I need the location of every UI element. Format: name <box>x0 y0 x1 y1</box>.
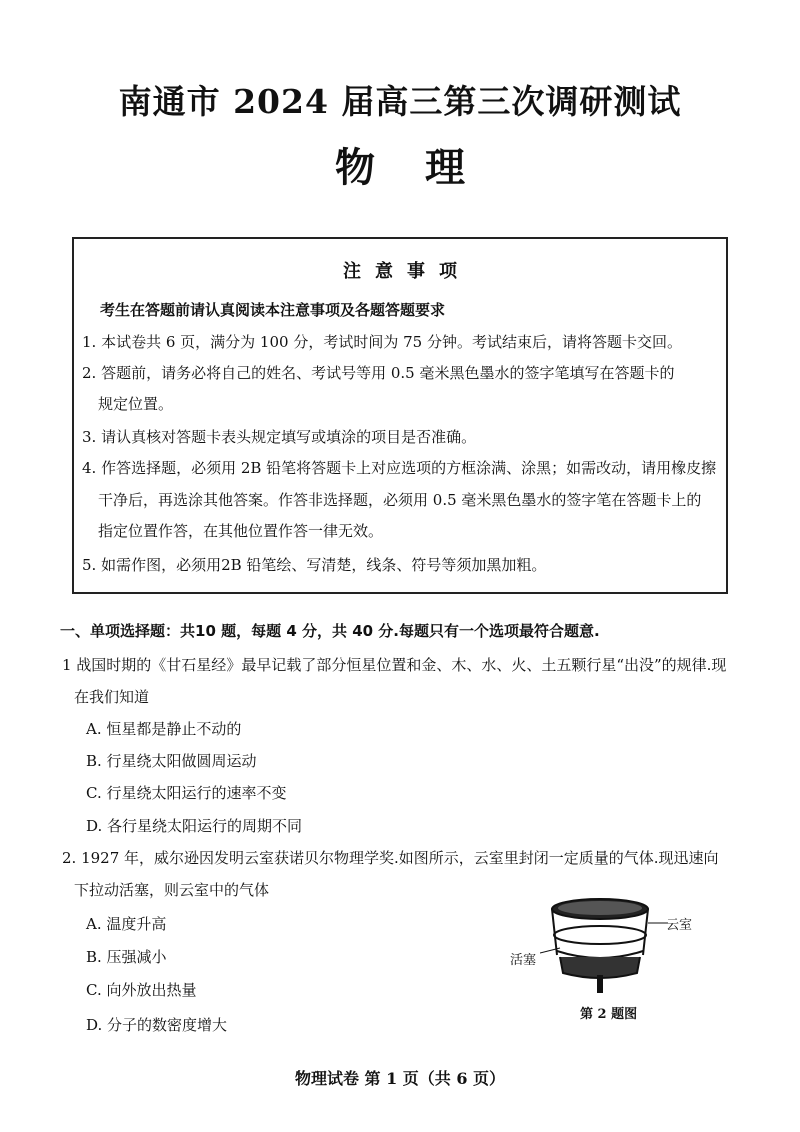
question-2-option-b: B. 压强减小 <box>86 948 167 966</box>
notice-box <box>72 237 728 594</box>
notice-line: 3. 请认真核对答题卡表头规定填写或填涂的项目是否准确。 <box>82 428 477 446</box>
question-2-option-c: C. 向外放出热量 <box>86 981 197 999</box>
notice-line: 2. 答题前，请务必将自己的姓名、考试号等用 0.5 毫米黑色墨水的签字笔填写在答题卡的 <box>82 364 675 382</box>
notice-line: 干净后，再选涂其他答案。作答非选择题，必须用 0.5 毫米黑色墨水的签字笔在答题卡上的 <box>98 491 702 509</box>
question-1-option-c: C. 行星绕太阳运行的速率不变 <box>86 784 287 802</box>
cloud-chamber-figure <box>540 893 670 993</box>
subject-title: 物理 <box>335 144 515 191</box>
figure-label-chamber: 云室 <box>666 918 693 933</box>
question-1-option-b: B. 行星绕太阳做圆周运动 <box>86 752 257 770</box>
question-1-stem: 1 战国时期的《甘石星经》最早记载了部分恒星位置和金、木、水、火、土五颗行星“出没”的规律.现 <box>62 656 727 674</box>
question-2-option-d: D. 分子的数密度增大 <box>86 1016 228 1034</box>
question-1-option-a: A. 恒星都是静止不动的 <box>86 720 242 738</box>
notice-line: 1. 本试卷共 6 页，满分为 100 分，考试时间为 75 分钟。考试结束后，请将答题卡交回。 <box>82 333 682 351</box>
figure-label-piston: 活塞 <box>510 953 537 968</box>
notice-title: 注意事项 <box>343 261 471 282</box>
question-1-stem-cont: 在我们知道 <box>74 688 150 706</box>
section-heading: 一、单项选择题：共10 题，每题 4 分，共 40 分.每题只有一个选项最符合题意. <box>60 622 600 640</box>
page-footer: 物理试卷 第 1 页（共 6 页） <box>294 1069 506 1088</box>
question-2-option-a: A. 温度升高 <box>86 915 167 933</box>
notice-lead: 考生在答题前请认真阅读本注意事项及各题答题要求 <box>100 301 446 319</box>
notice-line: 规定位置。 <box>98 395 174 413</box>
question-2-stem: 2. 1927 年，威尔逊因发明云室获诺贝尔物理学奖.如图所示，云室里封闭一定质量的气体.现迅速向 <box>62 849 719 867</box>
notice-line: 5. 如需作图，必须用2B 铅笔绘、写清楚，线条、符号等须加黑加粗。 <box>82 556 547 574</box>
question-1-option-d: D. 各行星绕太阳运行的周期不同 <box>86 817 303 835</box>
figure-caption: 第 2 题图 <box>580 1007 638 1022</box>
exam-title: 南通市 2024 届高三第三次调研测试 <box>118 82 682 121</box>
notice-line: 指定位置作答，在其他位置作答一律无效。 <box>98 522 384 540</box>
notice-line: 4. 作答选择题，必须用 2B 铅笔将答题卡上对应选项的方框涂满、涂黑；如需改动，请用橡皮擦 <box>82 459 717 477</box>
question-2-stem-cont: 下拉动活塞，则云室中的气体 <box>74 881 270 899</box>
